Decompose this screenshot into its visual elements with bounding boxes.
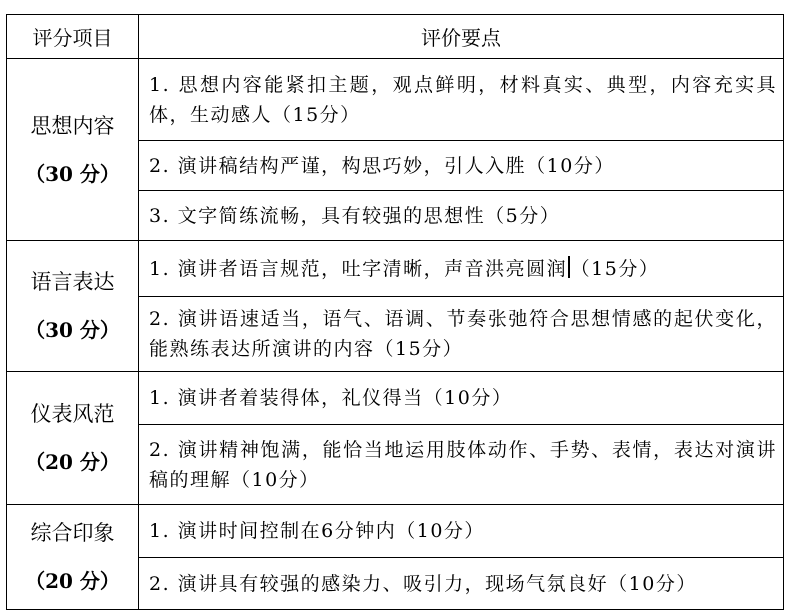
table-row [7,372,784,425]
criterion-text: 1. 演讲者语言规范，吐字清晰，声音洪亮圆润 [149,257,568,280]
category-cell [7,505,139,610]
category-title: 综合印象 [30,521,115,545]
header-row [7,15,784,59]
table-row [7,241,784,297]
category-score: （30 分） [25,161,120,186]
category-cell [7,372,139,505]
criterion-cell: 1. 演讲者着装得体，礼仪得当（10分） [139,372,784,425]
criterion-cell: 2. 演讲稿结构严谨，构思巧妙，引人入胜（10分） [139,141,784,191]
criterion-cell: 3. 文字简练流畅，具有较强的思想性（5分） [139,191,784,241]
category-title: 语言表达 [30,270,115,294]
criterion-cell: 2. 演讲语速适当，语气、语调、节奏张弛符合思想情感的起伏变化，能熟练表达所演讲的内容（15分） [139,297,784,372]
criterion-cell: 2. 演讲具有较强的感染力、吸引力，现场气氛良好（10分） [139,558,784,610]
category-score: （30 分） [25,318,120,342]
category-cell [7,241,139,372]
header-criteria: 评价要点 [139,15,784,59]
category-score: （20 分） [25,450,120,474]
header-category: 评分项目 [7,15,139,59]
criterion-cell: 2. 演讲精神饱满，能恰当地运用肢体动作、手势、表情，表达对演讲稿的理解（10分） [139,425,784,505]
text-cursor [568,256,570,278]
criterion-cell: 1. 演讲时间控制在6分钟内（10分） [139,505,784,558]
category-score: （20 分） [25,569,120,593]
criterion-cell [139,241,784,297]
category-cell [7,59,139,241]
criterion-cell: 1. 思想内容能紧扣主题，观点鲜明，材料真实、典型，内容充实具体，生动感人（15分） [139,59,784,141]
table-row [7,59,784,141]
category-title: 思想内容 [30,113,115,138]
criterion-score-text: （15分） [570,257,660,280]
category-title: 仪表风范 [30,402,115,426]
rubric-table [6,14,784,610]
table-row [7,505,784,558]
